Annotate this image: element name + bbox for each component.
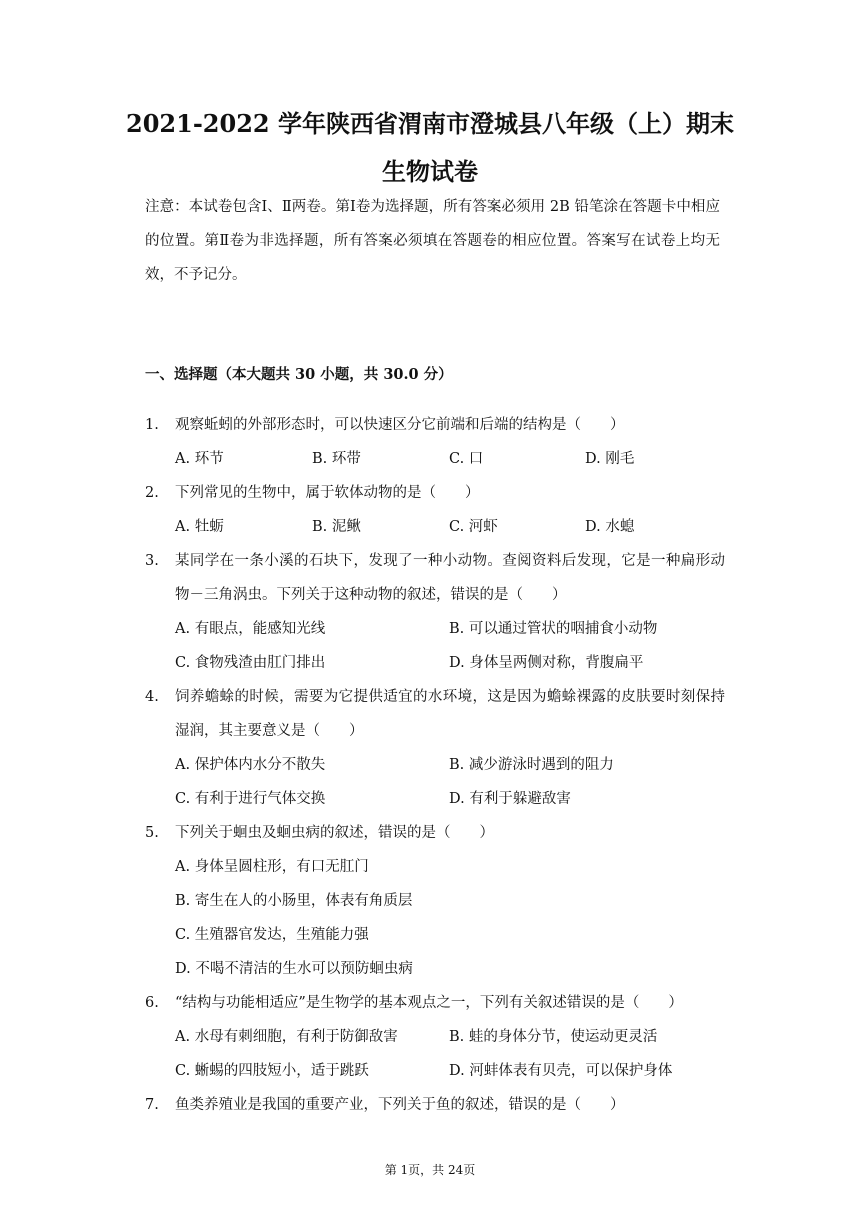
- option-a: A. 环节: [175, 451, 224, 467]
- question-stem: 下列关于蛔虫及蛔虫病的叙述，错误的是（ ）: [175, 825, 494, 841]
- question-5: [145, 816, 725, 850]
- option-b: B. 寄生在人的小肠里，体表有角质层: [175, 893, 413, 909]
- option-d: D. 河蚌体表有贝壳，可以保护身体: [449, 1063, 673, 1079]
- question-number: 5.: [145, 825, 159, 841]
- option-b: B. 泥鳅: [312, 519, 361, 535]
- option-a: A. 保护体内水分不散失: [175, 757, 326, 773]
- option-c: C. 食物残渣由肛门排出: [175, 655, 326, 671]
- option-c: C. 生殖器官发达，生殖能力强: [175, 927, 369, 943]
- option-d: D. 身体呈两侧对称，背腹扁平: [449, 655, 644, 671]
- question-7: [145, 1088, 725, 1122]
- question-number: 7.: [145, 1097, 159, 1113]
- option-d: D. 水螅: [585, 519, 635, 535]
- option-d: D. 不喝不清洁的生水可以预防蛔虫病: [175, 961, 413, 977]
- exam-notice: 注意：本试卷包含Ⅰ、Ⅱ两卷。第Ⅰ卷为选择题，所有答案必须用 2B 铅笔涂在答题卡中相应的位置。第Ⅱ卷为非选择题，所有答案必须填在答题卷的相应位置。答案写在试卷上均无效，不予记分。: [145, 199, 720, 283]
- question-number: 2.: [145, 485, 159, 501]
- option-a: A. 有眼点，能感知光线: [175, 621, 326, 637]
- option-c: C. 有利于进行气体交换: [175, 791, 326, 807]
- section-heading: 一、选择题（本大题共 30 小题，共 30.0 分）: [145, 366, 453, 383]
- question-number: 1.: [145, 417, 159, 433]
- option-a: A. 水母有刺细胞，有利于防御敌害: [175, 1029, 398, 1045]
- exam-title: 2021-2022 学年陕西省渭南市澄城县八年级（上）期末生物试卷: [126, 109, 734, 186]
- option-d: D. 有利于躲避敌害: [449, 791, 571, 807]
- question-number: 6.: [145, 995, 159, 1011]
- option-b: B. 蛙的身体分节，使运动更灵活: [449, 1029, 658, 1045]
- option-c: C. 口: [449, 451, 484, 467]
- question-4: [145, 680, 725, 748]
- option-b: B. 可以通过管状的咽捕食小动物: [449, 621, 658, 637]
- question-stem: 鱼类养殖业是我国的重要产业，下列关于鱼的叙述，错误的是（ ）: [175, 1097, 625, 1113]
- question-number: 3.: [145, 553, 159, 569]
- question-3: [145, 544, 725, 612]
- question-stem: 某同学在一条小溪的石块下，发现了一种小动物。查阅资料后发现，它是一种扁形动物－三角涡虫。下列关于这种动物的叙述，错误的是（ ）: [175, 553, 725, 603]
- option-b: B. 环带: [312, 451, 361, 467]
- question-6: [145, 986, 725, 1020]
- question-1: [145, 408, 725, 442]
- option-a: A. 牡蛎: [175, 519, 224, 535]
- question-stem: 饲养蟾蜍的时候，需要为它提供适宜的水环境，这是因为蟾蜍裸露的皮肤要时刻保持湿润，其主要意义是（ ）: [175, 689, 725, 739]
- option-d: D. 刚毛: [585, 451, 635, 467]
- question-stem: “结构与功能相适应”是生物学的基本观点之一，下列有关叙述错误的是（ ）: [175, 995, 683, 1011]
- option-b: B. 减少游泳时遇到的阻力: [449, 757, 614, 773]
- question-2: [145, 476, 725, 510]
- option-c: C. 蜥蜴的四肢短小，适于跳跃: [175, 1063, 369, 1079]
- question-stem: 观察蚯蚓的外部形态时，可以快速区分它前端和后端的结构是（ ）: [175, 417, 625, 433]
- question-number: 4.: [145, 689, 159, 705]
- option-c: C. 河虾: [449, 519, 498, 535]
- option-a: A. 身体呈圆柱形，有口无肛门: [175, 859, 369, 875]
- page-footer: 第 1页，共 24页: [384, 1163, 476, 1177]
- question-stem: 下列常见的生物中，属于软体动物的是（ ）: [175, 485, 480, 501]
